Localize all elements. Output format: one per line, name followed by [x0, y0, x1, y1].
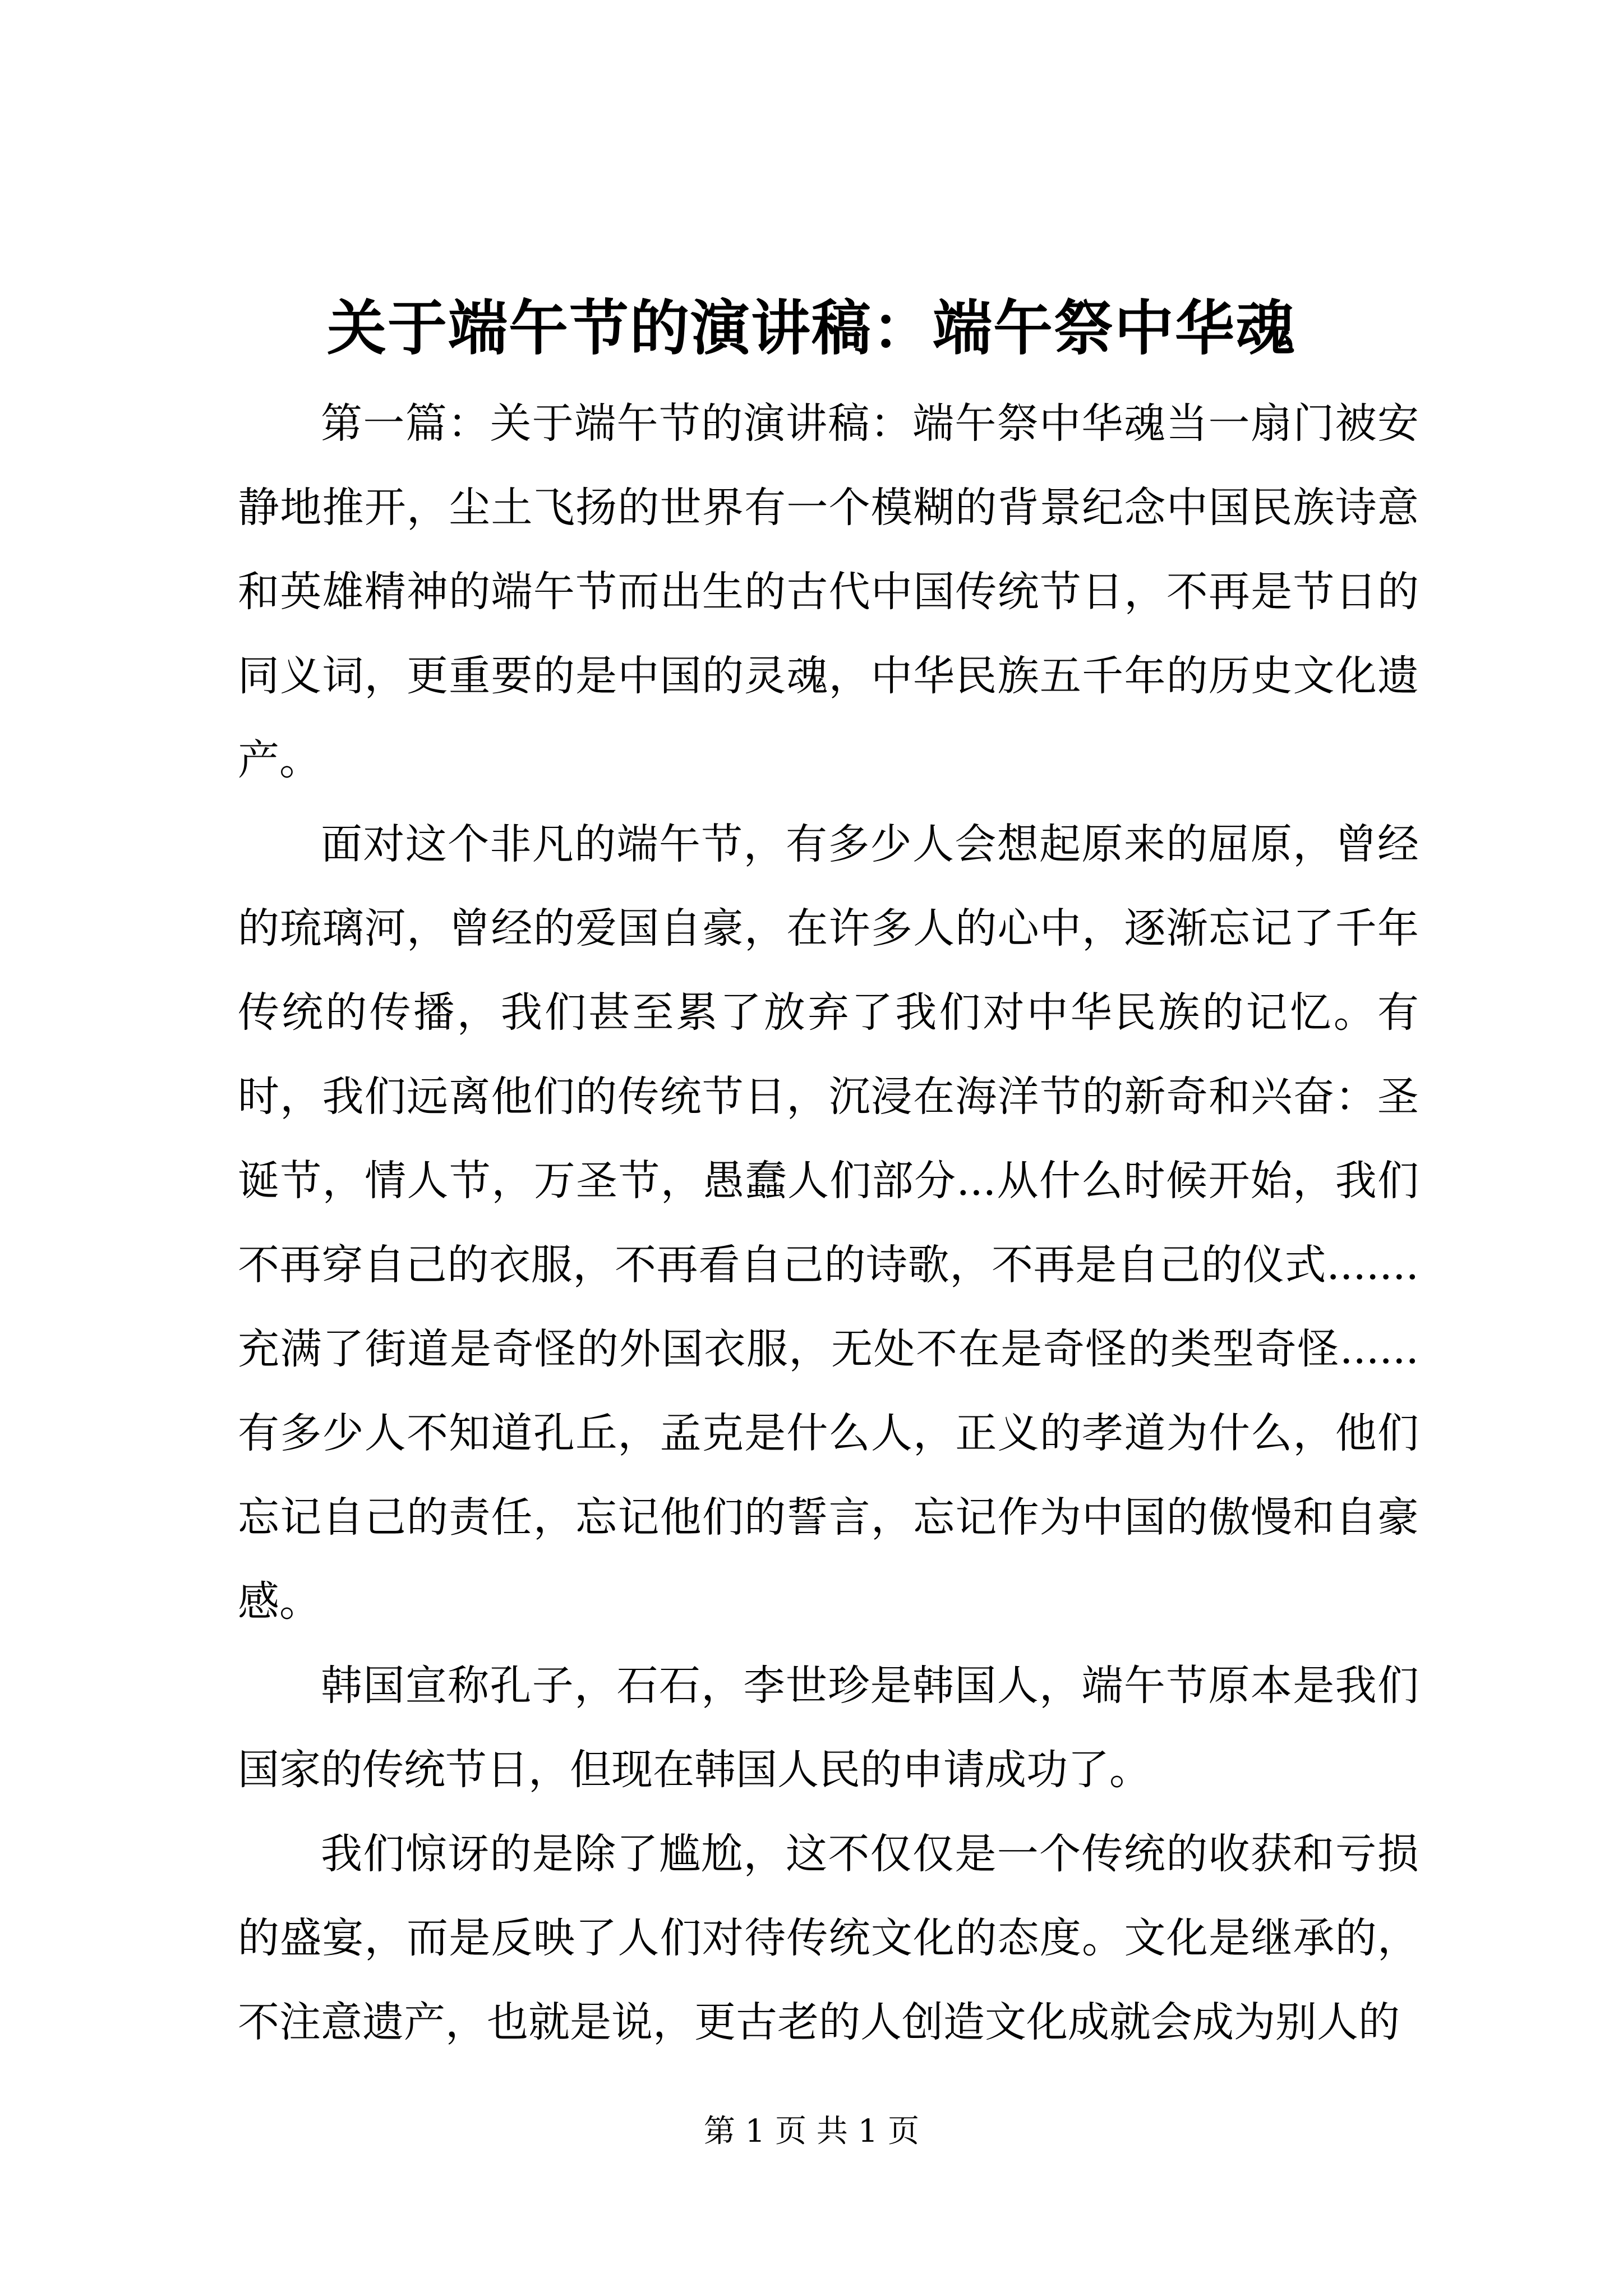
document-title: 关于端午节的演讲稿：端午祭中华魂: [327, 293, 1296, 363]
document-body: [238, 381, 1419, 2064]
paragraph-1: 第一篇：关于端午节的演讲稿：端午祭中华魂当一扇门被安静地推开，尘土飞扬的世界有一个模糊的背景纪念中国民族诗意和英雄精神的端午节而出生的古代中国传统节日，不再是节日的同义词，更重要的是中国的灵魂，中华民族五千年的历史文化遗产。: [238, 399, 1419, 784]
page-footer: 第 1 页 共 1 页: [703, 2113, 920, 2150]
paragraph-3: 韩国宣称孔子，石石，李世珍是韩国人，端午节原本是我们国家的传统节日，但现在韩国人民的申请成功了。: [238, 1662, 1419, 1794]
paragraph-4: 我们惊讶的是除了尴尬，这不仅仅是一个传统的收获和亏损的盛宴，而是反映了人们对待传统文化的态度。文化是继承的，不注意遗产，也就是说，更古老的人创造文化成就会成为别人的: [238, 1830, 1419, 2046]
paragraph-2: 面对这个非凡的端午节，有多少人会想起原来的屈原，曾经的琉璃河，曾经的爱国自豪，在许多人的心中，逐渐忘记了千年传统的传播，我们甚至累了放弃了我们对中华民族的记忆。有时，我们远离他们的传统节日，沉浸在海洋节的新奇和兴奋：圣诞节，情人节，万圣节，愚蠢人们部分...从什么时候开始，我们不再穿自己的衣服，不再看自己的诗歌，不再是自己的仪式.......充满了街道是奇怪的外国衣服，无处不在是奇怪的类型奇怪......有多少人不知道孔丘，孟克是什么人，正义的孝道为什么，他们忘记自己的责任，忘记他们的誓言，忘记作为中国的傲慢和自豪感。: [238, 820, 1419, 1626]
